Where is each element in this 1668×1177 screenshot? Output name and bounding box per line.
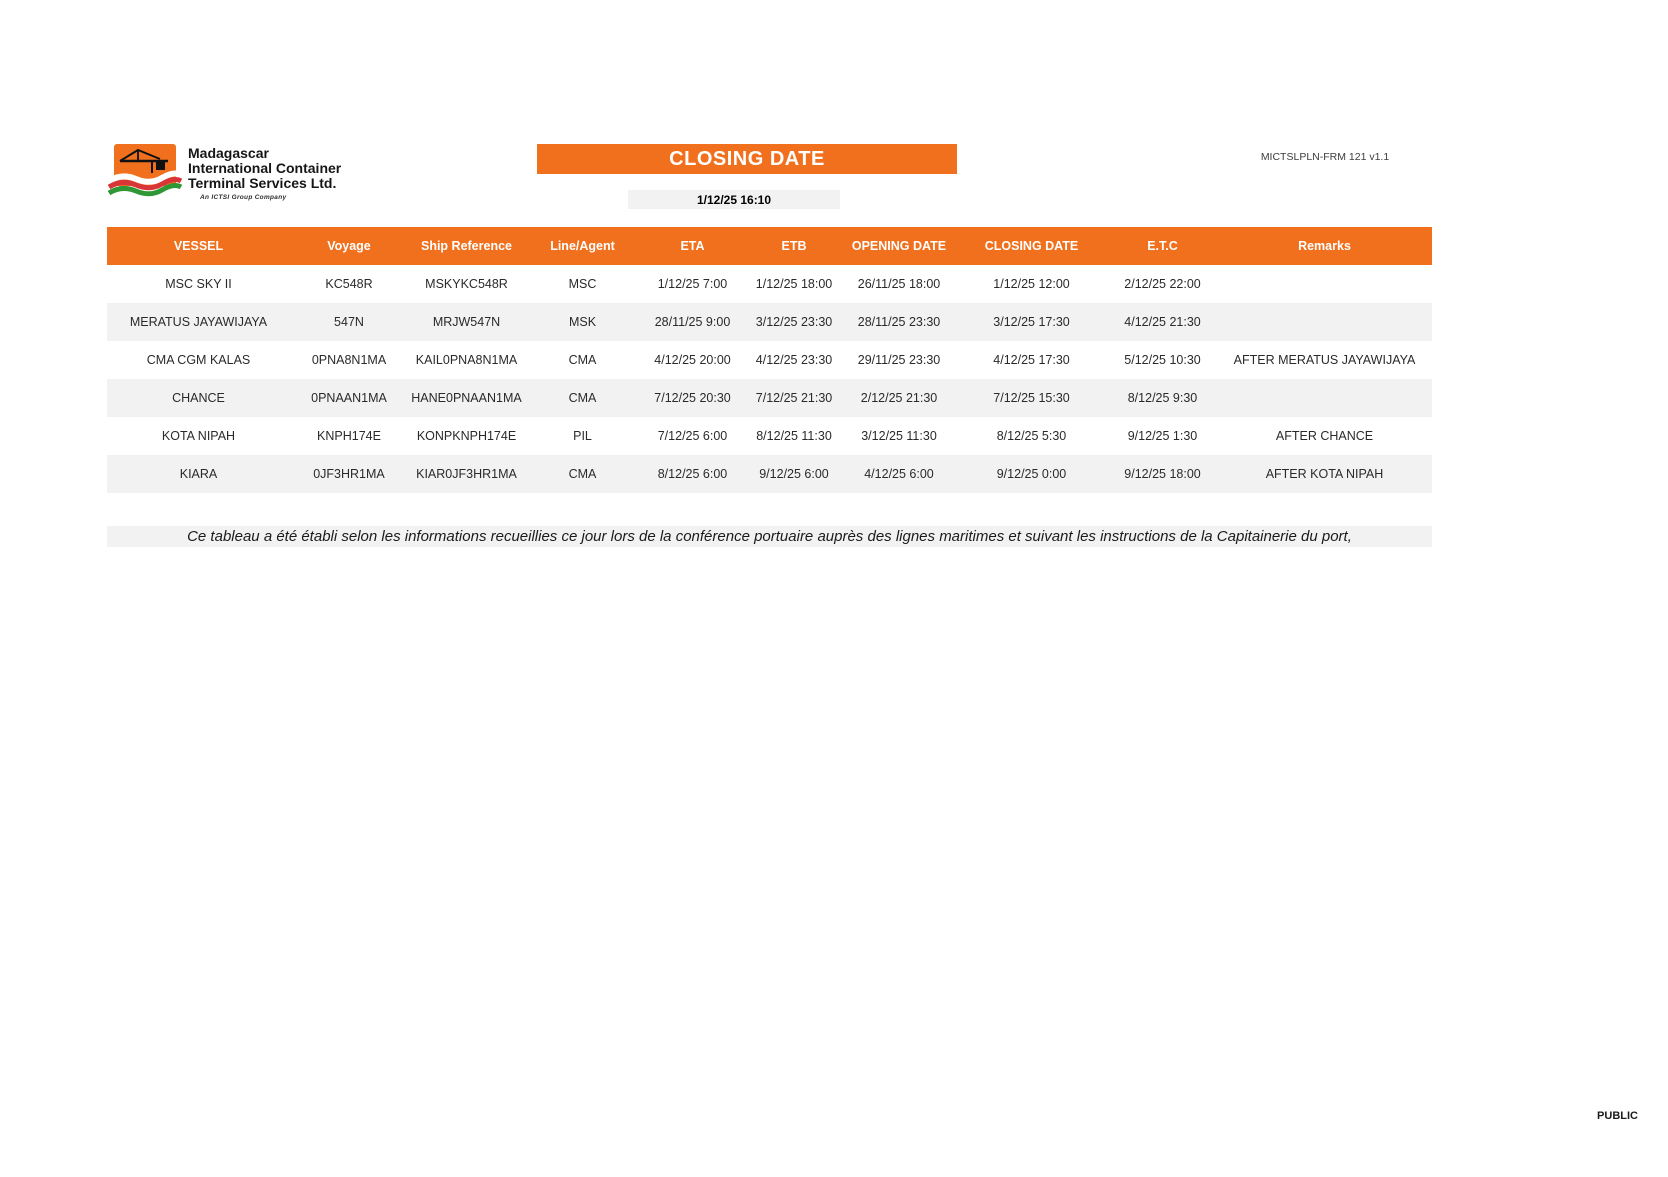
table-cell: AFTER CHANCE [1275, 429, 1374, 443]
table-cell: 28/11/25 23:30 [843, 303, 955, 341]
table-cell: 4/12/25 17:30 [993, 353, 1070, 367]
table-cell: 1/12/25 7:00 [657, 277, 728, 291]
table-cell: 9/12/25 0:00 [955, 455, 1108, 493]
table-row [107, 265, 1432, 303]
table-cell: 8/12/25 6:00 [640, 455, 745, 493]
column-header-ship-reference: Ship Reference [408, 227, 525, 265]
column-header-remarks: Remarks [1217, 227, 1432, 265]
table-row [107, 455, 1432, 493]
table-cell: KAIL0PNA8N1MA [415, 353, 518, 367]
table-cell: MSC SKY II [165, 277, 232, 291]
table-cell: MSK [525, 303, 640, 341]
table-cell: 8/12/25 5:30 [996, 429, 1067, 443]
table-cell: MRJW547N [408, 303, 525, 341]
table-cell: 3/12/25 11:30 [861, 429, 937, 443]
table-cell: 3/12/25 17:30 [955, 303, 1108, 341]
table-body [107, 265, 1432, 493]
table-cell: 7/12/25 21:30 [745, 379, 843, 417]
table-cell: KIARA [107, 455, 290, 493]
column-header-eta: ETA [640, 227, 745, 265]
table-cell: CMA CGM KALAS [146, 353, 251, 367]
table-cell: 0PNA8N1MA [311, 353, 387, 367]
vessel-schedule-table [107, 227, 1432, 493]
column-header-closing-date: CLOSING DATE [955, 227, 1108, 265]
table-cell: MERATUS JAYAWIJAYA [107, 303, 290, 341]
table-cell: 2/12/25 21:30 [843, 379, 955, 417]
column-header-opening-date: OPENING DATE [843, 227, 955, 265]
table-cell: MSC [568, 277, 597, 291]
table-cell: 4/12/25 23:30 [755, 353, 833, 367]
table-cell: 8/12/25 11:30 [756, 429, 832, 443]
company-name-line2: International Container [188, 160, 342, 176]
table-cell: AFTER KOTA NIPAH [1217, 455, 1432, 493]
table-cell [1217, 379, 1432, 417]
table-cell: CMA [568, 353, 597, 367]
table-cell: 1/12/25 18:00 [755, 277, 833, 291]
table-cell: 8/12/25 9:30 [1108, 379, 1217, 417]
table-cell: 26/11/25 18:00 [857, 277, 941, 291]
table-row [107, 417, 1432, 455]
table-cell: 4/12/25 21:30 [1108, 303, 1217, 341]
table-row [107, 379, 1432, 417]
container-crane-icon [107, 142, 183, 200]
report-timestamp: 1/12/25 16:10 [628, 190, 840, 209]
table-cell: CMA [525, 455, 640, 493]
table-cell: 7/12/25 20:30 [640, 379, 745, 417]
table-cell: AFTER MERATUS JAYAWIJAYA [1233, 353, 1416, 367]
table-cell: HANE0PNAAN1MA [408, 379, 525, 417]
table-cell: 29/11/25 23:30 [857, 353, 941, 367]
table-cell: PIL [573, 429, 592, 443]
doc-reference: MICTSLPLN-FRM 121 v1.1 [1260, 151, 1390, 163]
table-row [107, 341, 1432, 379]
column-header-etb: ETB [745, 227, 843, 265]
table-cell: 3/12/25 23:30 [745, 303, 843, 341]
company-name [188, 142, 341, 201]
table-cell: 7/12/25 15:30 [955, 379, 1108, 417]
table-cell: 9/12/25 6:00 [745, 455, 843, 493]
table-cell: 4/12/25 6:00 [843, 455, 955, 493]
company-name-line1: Madagascar [188, 145, 269, 161]
table-cell: KIAR0JF3HR1MA [408, 455, 525, 493]
company-logo [107, 142, 341, 201]
classification-label: PUBLIC [1597, 1110, 1638, 1122]
table-cell: 2/12/25 22:00 [1124, 277, 1201, 291]
table-cell [1217, 303, 1432, 341]
table-cell: 4/12/25 20:00 [654, 353, 731, 367]
table-cell: KNPH174E [317, 429, 381, 443]
column-header-vessel: VESSEL [107, 227, 290, 265]
table-cell: 0JF3HR1MA [290, 455, 408, 493]
column-header-voyage: Voyage [290, 227, 408, 265]
table-row [107, 303, 1432, 341]
column-header-e-t-c: E.T.C [1108, 227, 1217, 265]
table-cell: KC548R [325, 277, 373, 291]
company-tagline: An ICTSI Group Company [200, 194, 287, 201]
company-name-line3: Terminal Services Ltd. [188, 175, 337, 191]
table-cell: 1/12/25 12:00 [993, 277, 1070, 291]
table-cell: KOTA NIPAH [161, 429, 236, 443]
table-cell: KONPKNPH174E [416, 429, 517, 443]
table-cell: 7/12/25 6:00 [657, 429, 728, 443]
table-cell: CHANCE [107, 379, 290, 417]
table-cell: CMA [525, 379, 640, 417]
page-title: CLOSING DATE [537, 144, 957, 174]
table-cell: 5/12/25 10:30 [1124, 353, 1201, 367]
table-cell: 9/12/25 1:30 [1127, 429, 1198, 443]
column-header-line-agent: Line/Agent [525, 227, 640, 265]
table-cell: 547N [290, 303, 408, 341]
table-cell: 9/12/25 18:00 [1108, 455, 1217, 493]
footer-note: Ce tableau a été établi selon les informations recueillies ce jour lors de la conférence portuaire auprès des lignes maritimes et suivant les instructions de la Capitainerie du port, [107, 526, 1432, 547]
table-cell: MSKYKC548R [425, 277, 508, 291]
table-cell [1217, 265, 1432, 303]
table-header-row [107, 227, 1432, 265]
table-cell: 0PNAAN1MA [290, 379, 408, 417]
table-cell: 28/11/25 9:00 [640, 303, 745, 341]
